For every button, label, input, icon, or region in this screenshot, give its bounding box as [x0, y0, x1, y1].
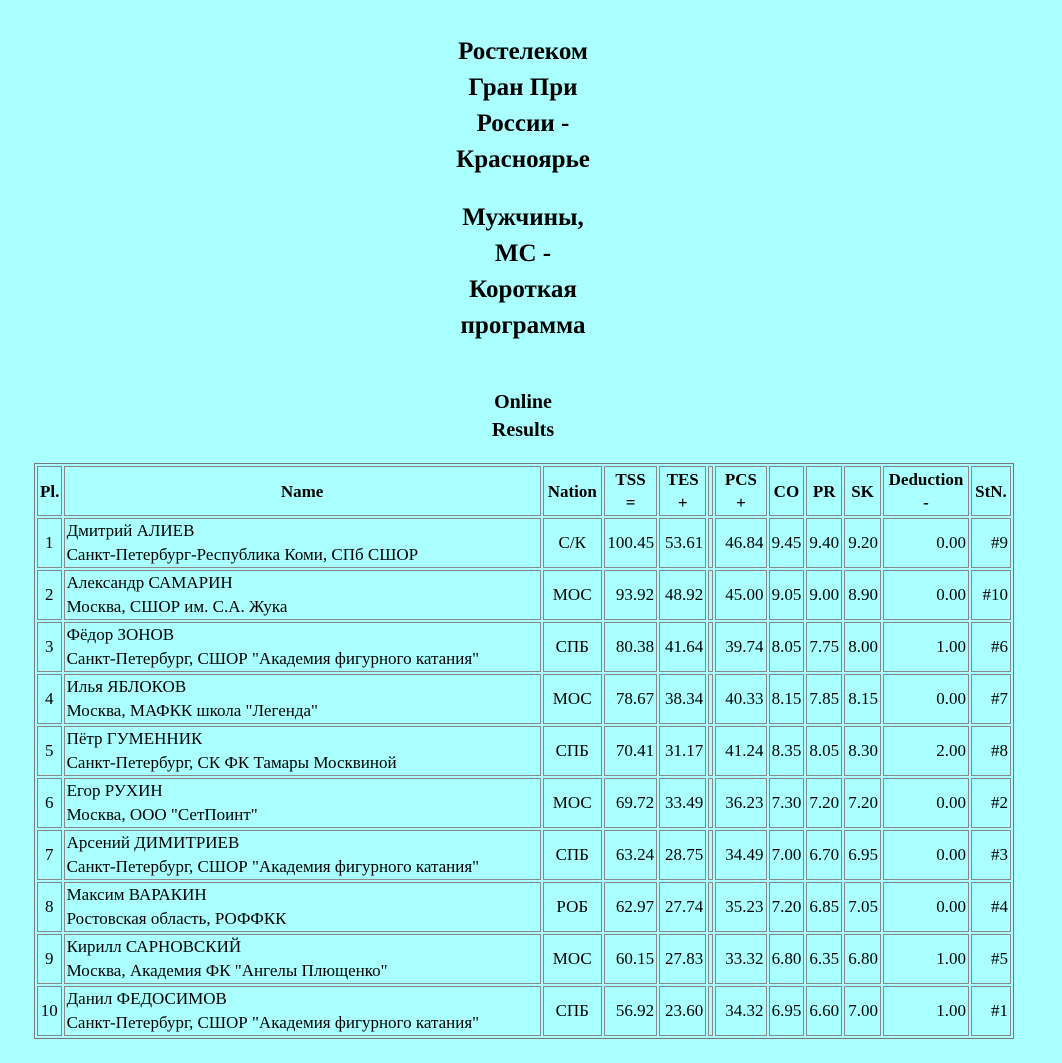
cell-tss: 62.97: [604, 882, 657, 932]
cell-tss: 69.72: [604, 778, 657, 828]
cell-tes: 38.34: [659, 674, 706, 724]
cell-sk: 7.00: [844, 986, 881, 1036]
col-header-pr: PR: [806, 466, 842, 516]
category-title: [0, 200, 1046, 344]
cell-pl: 10: [37, 986, 62, 1036]
cell-pr: 7.20: [806, 778, 842, 828]
cell-pr: 6.35: [806, 934, 842, 984]
cell-tes: 53.61: [659, 518, 706, 568]
table-row: [37, 518, 1011, 568]
skater-cell: [64, 570, 541, 620]
table-row: [37, 882, 1011, 932]
cell-pcs: 45.00: [715, 570, 766, 620]
skater-club: Санкт-Петербург, СШОР "Академия фигурного катания": [66, 649, 480, 668]
cell-pr: 6.60: [806, 986, 842, 1036]
skater-cell: [64, 934, 541, 984]
cell-pl: 6: [37, 778, 62, 828]
skater-name: Арсений ДИМИТРИЕВ: [66, 833, 240, 852]
cell-pr: 6.85: [806, 882, 842, 932]
event-title: [0, 34, 1046, 178]
skater-name: Кирилл САРНОВСКИЙ: [66, 937, 242, 956]
cell-deduction: 0.00: [883, 830, 969, 880]
cell-pr: 9.40: [806, 518, 842, 568]
cell-tss: 80.38: [604, 622, 657, 672]
skater-name: Александр САМАРИН: [66, 573, 233, 592]
table-row: [37, 934, 1011, 984]
results-table: [34, 463, 1014, 1039]
skater-cell: [64, 518, 541, 568]
cell-sk: 8.00: [844, 622, 881, 672]
event-title-line: Гран При: [468, 74, 578, 101]
category-title-line: Мужчины,: [462, 204, 584, 231]
col-header-name: Name: [64, 466, 541, 516]
cell-tss: 56.92: [604, 986, 657, 1036]
col-header-spacer: [708, 466, 713, 516]
skater-club: Москва, МАФКК школа "Легенда": [66, 701, 318, 720]
cell-co: 8.05: [769, 622, 805, 672]
cell-deduction: 1.00: [883, 622, 969, 672]
table-row: [37, 622, 1011, 672]
category-title-line: Короткая: [469, 276, 577, 303]
cell-pr: 7.85: [806, 674, 842, 724]
cell-pr: 9.00: [806, 570, 842, 620]
cell-pcs: 41.24: [715, 726, 766, 776]
table-row: [37, 986, 1011, 1036]
skater-club: Санкт-Петербург, СШОР "Академия фигурного катания": [66, 857, 480, 876]
cell-nation: С/К: [543, 518, 602, 568]
cell-co: 7.30: [769, 778, 805, 828]
cell-tss: 93.92: [604, 570, 657, 620]
skater-club: Москва, СШОР им. С.А. Жука: [66, 597, 288, 616]
cell-nation: МОС: [543, 934, 602, 984]
cell-nation: СПБ: [543, 830, 602, 880]
cell-deduction: 0.00: [883, 570, 969, 620]
col-header-stn: StN.: [971, 466, 1011, 516]
cell-deduction: 1.00: [883, 934, 969, 984]
cell-nation: МОС: [543, 674, 602, 724]
cell-sk: 8.30: [844, 726, 881, 776]
cell-stn: #9: [971, 518, 1011, 568]
cell-pl: 5: [37, 726, 62, 776]
cell-deduction: 0.00: [883, 882, 969, 932]
cell-tes: 41.64: [659, 622, 706, 672]
col-header-nation: Nation: [543, 466, 602, 516]
results-title-line: Online: [494, 391, 552, 413]
col-header-co: CO: [769, 466, 805, 516]
table-header-row: [37, 466, 1011, 516]
skater-name: Дмитрий АЛИЕВ: [66, 521, 195, 540]
cell-sk: 6.80: [844, 934, 881, 984]
cell-tes: 28.75: [659, 830, 706, 880]
cell-pl: 7: [37, 830, 62, 880]
cell-tss: 63.24: [604, 830, 657, 880]
event-title-line: Ростелеком: [458, 38, 588, 65]
col-header-deduction: Deduction -: [883, 466, 969, 516]
skater-cell: [64, 882, 541, 932]
cell-spacer: [708, 986, 713, 1036]
results-title-line: Results: [491, 419, 555, 441]
cell-pl: 4: [37, 674, 62, 724]
cell-tes: 48.92: [659, 570, 706, 620]
cell-tss: 70.41: [604, 726, 657, 776]
cell-co: 8.35: [769, 726, 805, 776]
col-header-tes: TES +: [659, 466, 706, 516]
cell-deduction: 0.00: [883, 518, 969, 568]
skater-name: Пётр ГУМЕННИК: [66, 729, 203, 748]
cell-co: 9.45: [769, 518, 805, 568]
col-header-pcs: PCS +: [715, 466, 766, 516]
cell-nation: МОС: [543, 570, 602, 620]
cell-spacer: [708, 778, 713, 828]
skater-club: Москва, Академия ФК "Ангелы Плющенко": [66, 961, 388, 980]
skater-club: Санкт-Петербург-Республика Коми, СПб СШОР: [66, 545, 419, 564]
cell-stn: #5: [971, 934, 1011, 984]
table-row: [37, 830, 1011, 880]
skater-club: Санкт-Петербург, СШОР "Академия фигурного катания": [66, 1013, 480, 1032]
cell-spacer: [708, 674, 713, 724]
cell-stn: #1: [971, 986, 1011, 1036]
col-header-tss: TSS =: [604, 466, 657, 516]
cell-spacer: [708, 934, 713, 984]
cell-pcs: 39.74: [715, 622, 766, 672]
cell-spacer: [708, 882, 713, 932]
cell-tss: 100.45: [604, 518, 657, 568]
cell-co: 7.00: [769, 830, 805, 880]
cell-stn: #8: [971, 726, 1011, 776]
skater-cell: [64, 778, 541, 828]
cell-tes: 31.17: [659, 726, 706, 776]
cell-spacer: [708, 570, 713, 620]
cell-pcs: 35.23: [715, 882, 766, 932]
cell-tss: 78.67: [604, 674, 657, 724]
cell-pl: 2: [37, 570, 62, 620]
cell-sk: 7.05: [844, 882, 881, 932]
skater-cell: [64, 622, 541, 672]
table-row: [37, 674, 1011, 724]
category-title-line: программа: [460, 312, 586, 339]
table-row: [37, 570, 1011, 620]
col-header-sk: SK: [844, 466, 881, 516]
skater-club: Санкт-Петербург, СК ФК Тамары Москвиной: [66, 753, 397, 772]
skater-name: Данил ФЕДОСИМОВ: [66, 989, 227, 1008]
category-title-line: МС -: [494, 240, 552, 267]
cell-spacer: [708, 726, 713, 776]
skater-name: Максим ВАРАКИН: [66, 885, 207, 904]
results-title: [0, 388, 1046, 444]
cell-tes: 33.49: [659, 778, 706, 828]
cell-deduction: 0.00: [883, 674, 969, 724]
cell-tes: 23.60: [659, 986, 706, 1036]
skater-club: Ростовская область, РОФФКК: [66, 909, 287, 928]
skater-club: Москва, ООО "СетПоинт": [66, 805, 258, 824]
cell-sk: 6.95: [844, 830, 881, 880]
cell-co: 8.15: [769, 674, 805, 724]
cell-stn: #3: [971, 830, 1011, 880]
skater-cell: [64, 830, 541, 880]
cell-pl: 1: [37, 518, 62, 568]
cell-pr: 7.75: [806, 622, 842, 672]
cell-spacer: [708, 518, 713, 568]
skater-cell: [64, 726, 541, 776]
event-title-line: Красноярье: [456, 146, 590, 173]
cell-pcs: 36.23: [715, 778, 766, 828]
cell-stn: #4: [971, 882, 1011, 932]
cell-co: 6.80: [769, 934, 805, 984]
cell-tes: 27.74: [659, 882, 706, 932]
col-header-pl: Pl.: [37, 466, 62, 516]
skater-cell: [64, 674, 541, 724]
cell-pcs: 34.32: [715, 986, 766, 1036]
cell-pcs: 40.33: [715, 674, 766, 724]
cell-deduction: 1.00: [883, 986, 969, 1036]
cell-stn: #7: [971, 674, 1011, 724]
cell-nation: РОБ: [543, 882, 602, 932]
cell-nation: МОС: [543, 778, 602, 828]
skater-name: Фёдор ЗОНОВ: [66, 625, 175, 644]
skater-name: Егор РУХИН: [66, 781, 163, 800]
table-row: [37, 778, 1011, 828]
cell-pl: 9: [37, 934, 62, 984]
cell-pl: 3: [37, 622, 62, 672]
cell-sk: 9.20: [844, 518, 881, 568]
cell-pcs: 34.49: [715, 830, 766, 880]
cell-deduction: 0.00: [883, 778, 969, 828]
cell-nation: СПБ: [543, 726, 602, 776]
cell-spacer: [708, 830, 713, 880]
cell-sk: 8.15: [844, 674, 881, 724]
cell-co: 9.05: [769, 570, 805, 620]
cell-stn: #10: [971, 570, 1011, 620]
cell-sk: 8.90: [844, 570, 881, 620]
table-row: [37, 726, 1011, 776]
event-title-line: России -: [476, 110, 570, 137]
cell-pcs: 33.32: [715, 934, 766, 984]
cell-spacer: [708, 622, 713, 672]
skater-cell: [64, 986, 541, 1036]
cell-sk: 7.20: [844, 778, 881, 828]
cell-stn: #2: [971, 778, 1011, 828]
cell-pr: 6.70: [806, 830, 842, 880]
cell-pcs: 46.84: [715, 518, 766, 568]
cell-nation: СПБ: [543, 986, 602, 1036]
cell-stn: #6: [971, 622, 1011, 672]
cell-tss: 60.15: [604, 934, 657, 984]
cell-pl: 8: [37, 882, 62, 932]
cell-pr: 8.05: [806, 726, 842, 776]
cell-tes: 27.83: [659, 934, 706, 984]
cell-deduction: 2.00: [883, 726, 969, 776]
cell-co: 7.20: [769, 882, 805, 932]
cell-nation: СПБ: [543, 622, 602, 672]
cell-co: 6.95: [769, 986, 805, 1036]
skater-name: Илья ЯБЛОКОВ: [66, 677, 187, 696]
